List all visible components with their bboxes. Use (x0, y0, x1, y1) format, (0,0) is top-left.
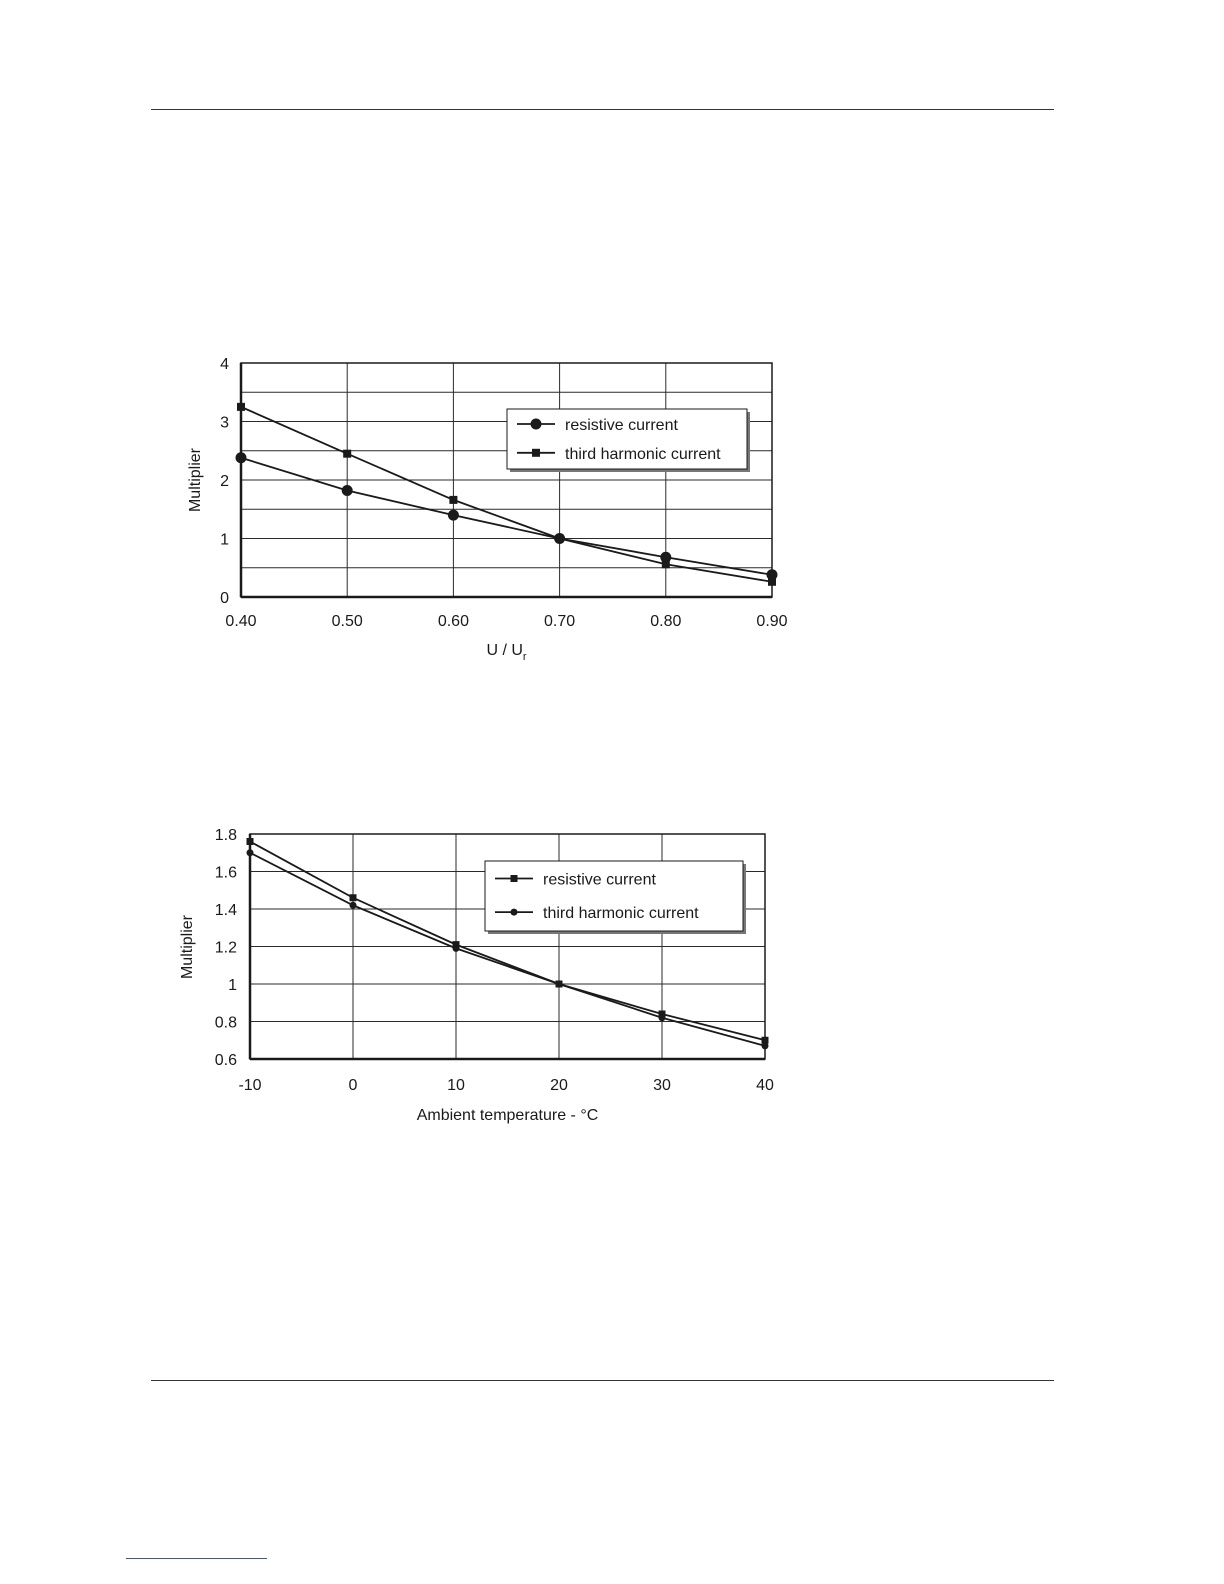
x-tick-label: 0 (348, 1077, 358, 1094)
legend-label: third harmonic current (543, 905, 699, 923)
x-tick-label: 0.60 (437, 613, 469, 630)
y-tick-label: 1.6 (214, 864, 237, 882)
x-tick-label: 0.80 (650, 613, 682, 630)
y-axis-label: Multiplier (179, 914, 196, 980)
x-tick-label: 0.70 (544, 613, 576, 630)
y-tick-label: 0 (220, 590, 229, 607)
legend (485, 861, 746, 934)
footnote-rule (126, 1558, 267, 1559)
x-tick-label: 30 (653, 1077, 671, 1094)
x-tick-label: 0.90 (756, 613, 788, 630)
x-axis-label-main: Ambient temperature - °C (416, 1107, 599, 1124)
data-point (762, 1042, 769, 1049)
y-axis-label: Multiplier (187, 447, 204, 513)
legend-label: resistive current (543, 871, 656, 889)
y-tick-label: 3 (220, 414, 229, 432)
x-axis-label (417, 1107, 599, 1124)
x-axis-label-subscript: r (522, 651, 527, 663)
x-tick-label: 10 (447, 1077, 465, 1094)
data-point (247, 838, 254, 845)
legend-label: resistive current (565, 417, 678, 434)
legend-swatch-marker (511, 909, 518, 916)
y-tick-label: 1 (220, 531, 229, 549)
y-tick-label: 4 (220, 356, 229, 373)
legend-swatch-marker (511, 875, 518, 882)
y-tick-label: 0.8 (214, 1014, 237, 1032)
y-tick-label: 1.2 (214, 939, 237, 957)
data-point (350, 894, 357, 901)
legend-label: third harmonic current (565, 445, 721, 463)
x-tick-label: 0.50 (331, 613, 363, 630)
footer-rule (151, 1380, 1054, 1381)
y-tick-label: 0.6 (214, 1052, 237, 1069)
x-tick-label: -10 (238, 1077, 262, 1094)
x-tick-label: 40 (756, 1077, 774, 1094)
x-tick-label: 20 (550, 1077, 568, 1094)
x-tick-label: 0.40 (225, 613, 257, 630)
x-axis-label-main: U / U (486, 642, 523, 659)
y-tick-label: 1 (228, 977, 237, 994)
data-point (453, 945, 460, 952)
data-point (556, 981, 563, 988)
data-point (350, 902, 357, 909)
data-point (247, 849, 254, 856)
y-tick-label: 1.4 (214, 902, 237, 919)
data-point (659, 1014, 666, 1021)
y-tick-label: 1.8 (214, 827, 237, 844)
y-tick-label: 2 (220, 473, 229, 490)
